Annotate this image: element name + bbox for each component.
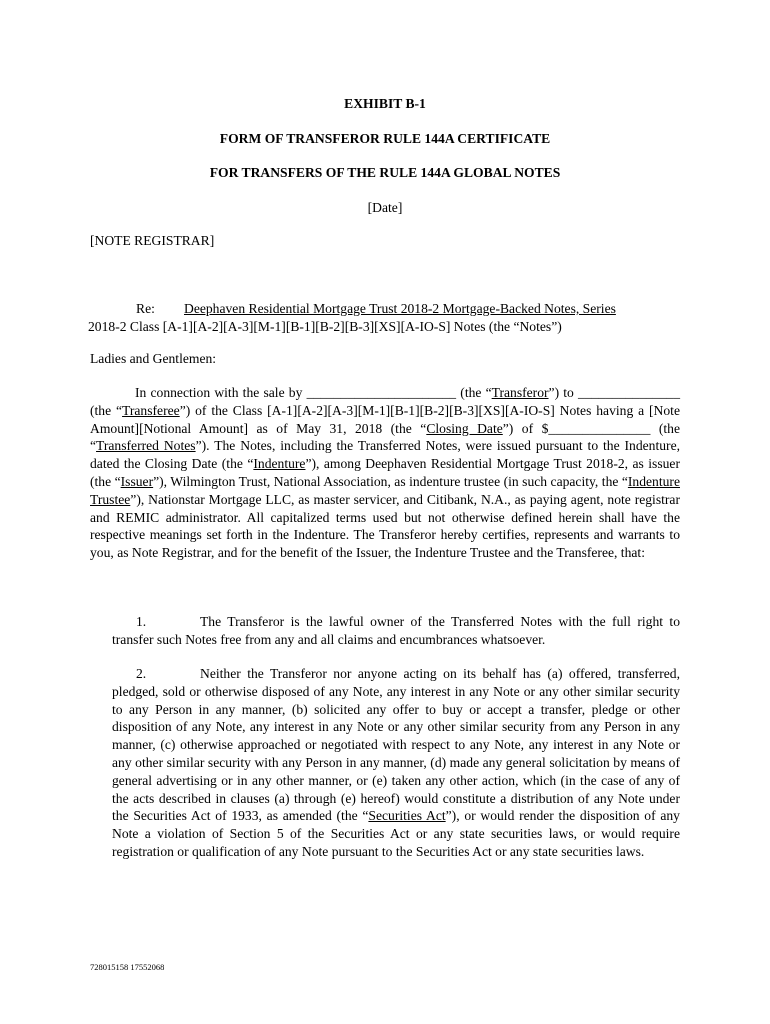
addressee: [NOTE REGISTRAR]: [90, 233, 215, 248]
re-label: Re:: [136, 301, 155, 316]
form-subtitle: FOR TRANSFERS OF THE RULE 144A GLOBAL NOTES: [209, 165, 561, 180]
item-text: The Transferor is the lawful owner of the Transferred Notes with the full right to transfer such Notes free from any and all claims and encumbrances whatsoever.: [112, 614, 680, 647]
re-subject-line2: 2018-2 Class [A-1][A-2][A-3][M-1][B-1][B-2][B-3][XS][A-IO-S] Notes (the “Notes”): [88, 318, 562, 334]
term-securities-act: Securities Act: [368, 808, 446, 824]
term-issuer: Issuer: [120, 473, 154, 489]
list-item: [112, 665, 680, 861]
re-subject-line1: Deephaven Residential Mortgage Trust 2018-2 Mortgage-Backed Notes, Series: [184, 301, 616, 316]
salutation: Ladies and Gentlemen:: [90, 351, 217, 366]
item-number: 2.: [136, 666, 147, 681]
term-transferee: Transferee: [122, 402, 180, 418]
exhibit-title: EXHIBIT B-1: [344, 96, 426, 111]
item-text-continued: ”), or would render the disposition of any Note a violation of Section 5 of the Securities Act or any state securities laws, or would require registration or qualification of any Note pursuant to the Securities Act or any state securities laws.: [112, 808, 680, 859]
body-paragraph: In connection with the sale by ______________________ (the “Transferor”) to _______________ (the “Transferee”) of the Class [A-1][A-2][A-3][M-1][B-1][B-2][B-3][XS][A-IO-S] Notes having a [Note Amount][Notional Amount] as of May 31, 2018 (the “Closing Date”) of $_______________ (the “Transferred Notes”). The Notes, including the Transferred Notes, were issued pursuant to the Indenture, dated the Closing Date (the “Indenture”), among Deephaven Residential Mortgage Trust 2018-2, as issuer (the “Issuer”), Wilmington Trust, National Association, as indenture trustee (in such capacity, the “Indenture Trustee”), Nationstar Mortgage LLC, as master servicer, and Citibank, N.A., as paying agent, note registrar and REMIC administrator. All capitalized terms used but not otherwise defined herein shall have the respective meanings set forth in the Indenture. The Transferor hereby certifies, represents and warrants to you, as Note Registrar, and for the benefit of the Issuer, the Indenture Trustee and the Transferee, that:: [90, 385, 681, 561]
form-title: FORM OF TRANSFEROR RULE 144A CERTIFICATE: [219, 131, 551, 146]
document-footer-id: 728015158 17552068: [90, 962, 165, 972]
list-item: [112, 613, 680, 649]
re-subject: [88, 300, 676, 336]
date-placeholder: [Date]: [367, 200, 403, 215]
term-indenture: Indenture: [253, 456, 306, 472]
item-number: 1.: [136, 614, 147, 629]
item-text: Neither the Transferor nor anyone acting on its behalf has (a) offered, transferred, pledged, sold or otherwise disposed of any Note, any interest in any Note or any other similar security to any Person in any manner, (b) solicited any offer to buy or accept a transfer, pledge or other disposition of any Note, any interest in any Note or any other similar security from any Person in any manner, (c) otherwise approached or negotiated with respect to any Note, any interest in any Note or any other similar security with any Person in any manner, (d) made any general solicitation by means of general advertising or in any other manner, or (e) taken any other action, which (in the case of any of the acts described in clauses (a) through (e) hereof) would constitute a distribution of any Note under the Securities Act of 1933, as amended (the “: [112, 666, 680, 824]
term-transferred-notes: Transferred Notes: [96, 438, 196, 454]
term-transferor: Transferor: [491, 385, 549, 400]
term-closing-date: Closing Date: [426, 420, 503, 436]
term-indenture-trustee: Indenture Trustee: [90, 473, 680, 507]
